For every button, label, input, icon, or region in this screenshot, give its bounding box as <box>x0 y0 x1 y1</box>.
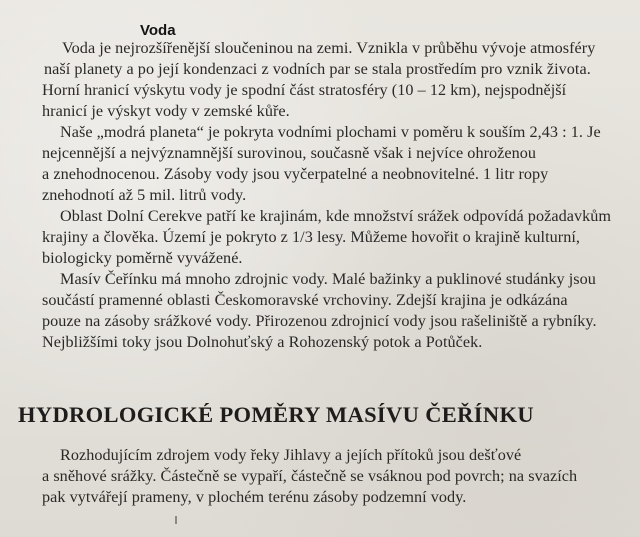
text-line: a znehodnocenou. Zásoby vody jsou vyčerpatelné a neobnovitelné. 1 litr ropy <box>42 165 549 183</box>
text-line: pouze na zásoby srážkové vody. Přirozenou zdrojnicí vody jsou rašeliniště a rybníky. <box>42 312 597 330</box>
text-line: krajiny a člověka. Území je pokryto z 1/3 lesy. Můžeme hovořit o krajině kulturní, <box>42 228 580 246</box>
text-line: součástí pramenné oblasti Českomoravské vrchoviny. Zdejší krajina je odkázána <box>42 291 568 309</box>
text-line: hranicí je výskyt vody v zemské kůře. <box>42 102 290 120</box>
stray-mark <box>175 516 177 524</box>
text-line: Horní hranicí výskytu vody je spodní část stratosféry (10 – 12 km), nejspodnější <box>42 81 567 99</box>
text-line: znehodnotí až 5 mil. litrů vody. <box>42 186 247 204</box>
text-line: Rozhodujícím zdrojem vody řeky Jihlavy a jejích přítoků jsou dešťové <box>60 446 522 464</box>
text-line: Nejbližšími toky jsou Dolnohuťský a Rohozenský potok a Potůček. <box>42 333 483 351</box>
text-line: Masív Čeřínku má mnoho zdrojnic vody. Malé bažinky a puklinové studánky jsou <box>60 270 596 288</box>
section-heading-hydrologicke-pomery: HYDROLOGICKÉ POMĚRY MASÍVU ČEŘÍNKU <box>18 402 534 427</box>
text-line: pak vytvářejí prameny, v plochém terénu zásoby podzemní vody. <box>42 488 467 506</box>
text-line: nejcennější a nejvýznamnější surovinou, současně však i nejvíce ohroženou <box>42 144 537 162</box>
text-line: biologicky poměrně vyvážené. <box>42 249 243 267</box>
text-line: Voda je nejrozšířenější sloučeninou na zemi. Vznikla v průběhu vývoje atmosféry <box>62 39 596 57</box>
text-line: Naše „modrá planeta“ je pokryta vodními plochami v poměru k souším 2,43 : 1. Je <box>60 123 601 141</box>
section-title-voda: Voda <box>140 22 176 39</box>
text-line: Oblast Dolní Cerekve patří ke krajinám, kde množství srážek odpovídá požadavkům <box>60 207 612 225</box>
text-line: a sněhové srážky. Částečně se vypaří, částečně se vsáknou pod povrch; na svazích <box>42 467 578 485</box>
text-line: naší planety a po její kondenzaci z vodních par se stala prostředím pro vznik života. <box>44 60 591 78</box>
